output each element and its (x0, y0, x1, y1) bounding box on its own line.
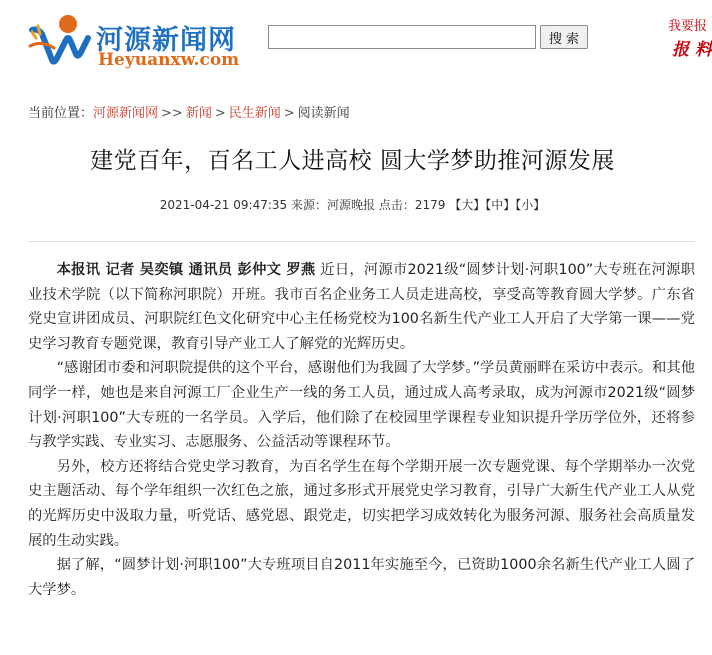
breadcrumb-current: 阅读新闻 (297, 106, 350, 121)
font-size-small-button[interactable]: 【小】 (515, 198, 546, 212)
font-size-large-button[interactable]: 【大】 (449, 198, 486, 212)
clicks-label: 点击： (378, 198, 415, 212)
logo-text-en: Heyuanxw.com (98, 50, 240, 70)
article-paragraph (28, 258, 695, 356)
search-input[interactable] (268, 25, 536, 49)
breadcrumb-news-link[interactable]: 新闻 (185, 106, 212, 121)
report-news-link[interactable]: 我要报 (668, 19, 708, 34)
breadcrumb-separator: >> (161, 106, 183, 121)
breadcrumb-livelihood-link[interactable]: 民生新闻 (228, 106, 281, 121)
breadcrumb-home-link[interactable]: 河源新闻网 (93, 106, 159, 121)
source-name: 河源晚报 (327, 198, 376, 212)
logo-text-cn: 河源新闻网 (96, 25, 236, 56)
click-count: 2179 (414, 198, 446, 212)
report-news-banner[interactable]: 报 料 (672, 40, 712, 60)
paragraph-text: 近日，河源市2021级“圆梦计划·河职100”大专班在河源职业技术学院（以下简称河职院）开班。我市百名企业务工人员走进高校，享受高等教育圆大学梦。广东省党史宣讲团成员、河职院红色文化研究中心主任杨党校为100名新生代产业工人开启了大学第一课——党史学习教育专题党课，教育引导产业工人了解党的光辉历史。 (28, 262, 695, 352)
site-logo[interactable] (28, 8, 248, 72)
article-paragraph: “感谢团市委和河职院提供的这个平台，感谢他们为我圆了大学梦。”学员黄丽畔在采访中表示。和其他同学一样，她也是来自河源工厂企业生产一线的务工人员，通过成人高考录取，成为河源市2021级“圆梦计划·河职100”大专班的一名学员。入学后，他们除了在校园里学课程专业知识提升学历学位外，还将参与教学实践、专业实习、志愿服务、公益活动等课程环节。 (28, 360, 695, 451)
search-button[interactable]: 搜 索 (540, 25, 588, 49)
logo-mark-icon (28, 10, 90, 70)
article-body (28, 258, 695, 602)
page-title: 建党百年，百名工人进高校 圆大学梦助推河源发展 (90, 148, 615, 174)
site-header (0, 0, 712, 80)
breadcrumb-separator: > (214, 106, 226, 121)
publish-datetime: 2021-04-21 09:47:35 (159, 198, 288, 212)
font-size-medium-button[interactable]: 【中】 (485, 198, 516, 212)
breadcrumb-prefix: 当前位置： (28, 106, 94, 121)
breadcrumb (28, 102, 350, 121)
article-paragraph: 据了解，“圆梦计划·河职100”大专班项目自2011年实施至今，已资助1000余名新生代产业工人圆了大学梦。 (28, 557, 695, 598)
article-paragraph: 另外，校方还将结合党史学习教育，为百名学生在每个学期开展一次专题党课、每个学期举办一次党史主题活动、每个学年组织一次红色之旅，通过多形式开展党史学习教育，引导广大新生代产业工人从党的光辉历史中汲取力量，听党话、感党恩、跟党走，切实把学习成效转化为服务河源、服务社会高质量发展的生动实践。 (28, 458, 695, 549)
source-label: 来源： (290, 198, 327, 212)
article-meta (0, 196, 705, 213)
article-byline: 本报讯 记者 吴奕镇 通讯员 彭仲文 罗燕 (56, 262, 316, 278)
title-divider (28, 241, 695, 242)
breadcrumb-separator: > (283, 106, 295, 121)
